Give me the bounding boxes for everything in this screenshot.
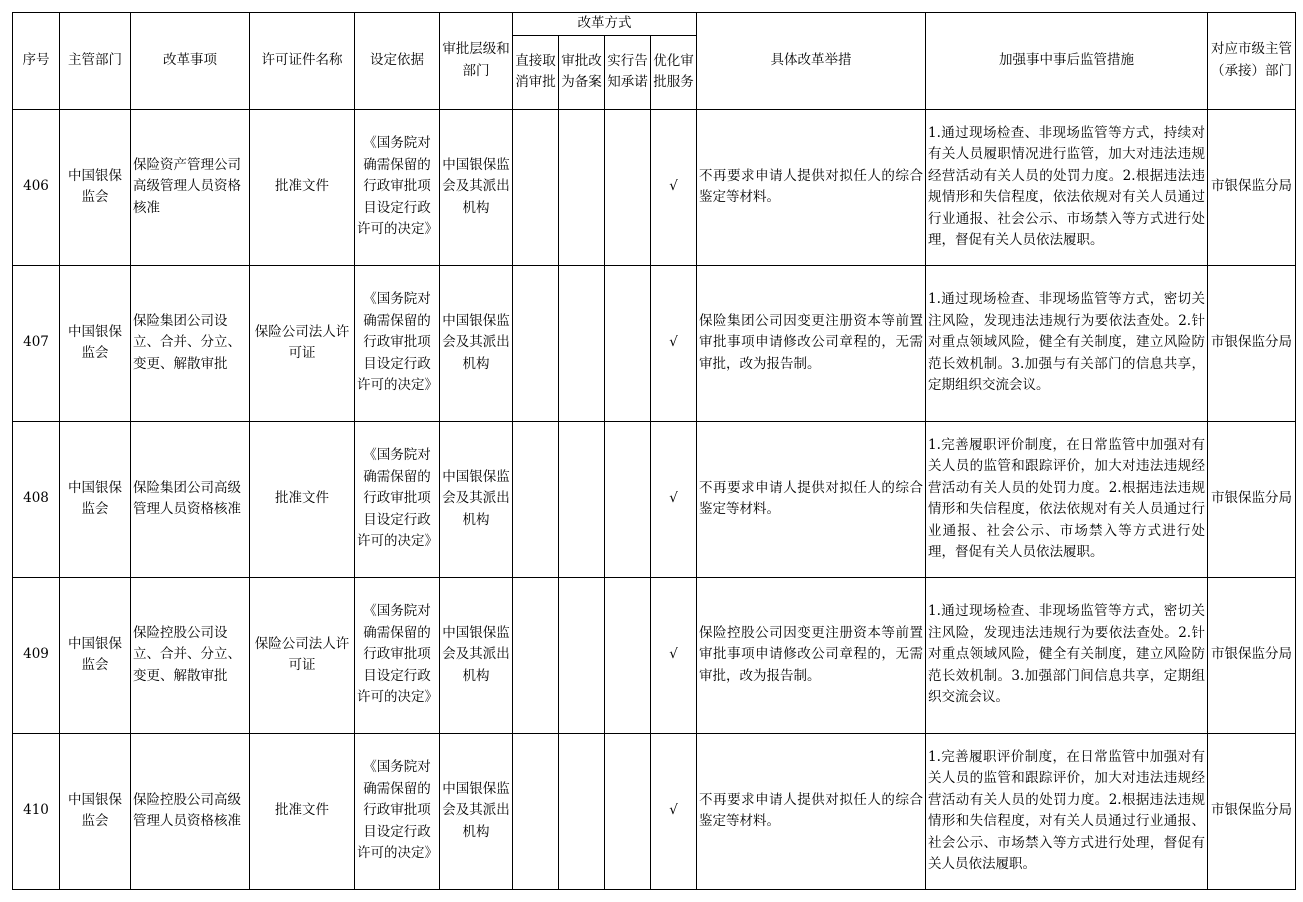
license-cell: 保险公司法人许可证 bbox=[250, 577, 355, 733]
header-license: 许可证件名称 bbox=[250, 13, 355, 110]
header-item: 改革事项 bbox=[131, 13, 250, 110]
method-optimize-cell: √ bbox=[651, 109, 697, 265]
method-optimize-cell: √ bbox=[651, 421, 697, 577]
item-cell: 保险控股公司设立、合并、分立、变更、解散审批 bbox=[131, 577, 250, 733]
city-dept-cell: 市银保监分局 bbox=[1208, 577, 1296, 733]
supervision-cell: 1.完善履职评价制度，在日常监管中加强对有关人员的监管和跟踪评价，加大对违法违规经营活动有关人员的处罚力度。2.根据违法违规情形和失信程度，依法依规对有关人员通过行业通报、社会公示、市场禁入等方式进行处理，督促有关人员依法履职。 bbox=[926, 421, 1208, 577]
item-cell: 保险控股公司高级管理人员资格核准 bbox=[131, 733, 250, 889]
level-cell: 中国银保监会及其派出机构 bbox=[440, 577, 513, 733]
supervision-cell: 1.通过现场检查、非现场监管等方式，密切关注风险，发现违法违规行为要依法查处。2.针对重点领域风险，健全有关制度，建立风险防范长效机制。3.加强与有关部门的信息共享，定期组织交流会议。 bbox=[926, 265, 1208, 421]
city-dept-cell: 市银保监分局 bbox=[1208, 265, 1296, 421]
header-dept: 主管部门 bbox=[60, 13, 131, 110]
header-method-notify: 实行告知承诺 bbox=[605, 35, 651, 109]
city-dept-cell: 市银保监分局 bbox=[1208, 421, 1296, 577]
header-city-dept: 对应市级主管（承接）部门 bbox=[1208, 13, 1296, 110]
method-notify-cell bbox=[605, 109, 651, 265]
method-record-cell bbox=[559, 577, 605, 733]
license-cell: 批准文件 bbox=[250, 421, 355, 577]
table-row bbox=[13, 109, 1296, 265]
seq-cell: 407 bbox=[13, 265, 60, 421]
measures-cell: 保险集团公司因变更注册资本等前置审批事项申请修改公司章程的，无需审批，改为报告制。 bbox=[697, 265, 926, 421]
method-cancel-cell bbox=[513, 109, 559, 265]
dept-cell: 中国银保监会 bbox=[60, 421, 131, 577]
method-notify-cell bbox=[605, 733, 651, 889]
seq-cell: 409 bbox=[13, 577, 60, 733]
dept-cell: 中国银保监会 bbox=[60, 265, 131, 421]
method-cancel-cell bbox=[513, 577, 559, 733]
license-cell: 保险公司法人许可证 bbox=[250, 265, 355, 421]
item-cell: 保险集团公司高级管理人员资格核准 bbox=[131, 421, 250, 577]
method-cancel-cell bbox=[513, 421, 559, 577]
header-basis: 设定依据 bbox=[355, 13, 440, 110]
basis-cell: 《国务院对确需保留的行政审批项目设定行政许可的决定》 bbox=[355, 421, 440, 577]
seq-cell: 408 bbox=[13, 421, 60, 577]
table-row bbox=[13, 265, 1296, 421]
basis-cell: 《国务院对确需保留的行政审批项目设定行政许可的决定》 bbox=[355, 577, 440, 733]
level-cell: 中国银保监会及其派出机构 bbox=[440, 109, 513, 265]
level-cell: 中国银保监会及其派出机构 bbox=[440, 265, 513, 421]
level-cell: 中国银保监会及其派出机构 bbox=[440, 421, 513, 577]
item-cell: 保险集团公司设立、合并、分立、变更、解散审批 bbox=[131, 265, 250, 421]
header-measures: 具体改革举措 bbox=[697, 13, 926, 110]
supervision-cell: 1.完善履职评价制度，在日常监管中加强对有关人员的监管和跟踪评价，加大对违法违规经营活动有关人员的处罚力度。2.根据违法违规情形和失信程度，对有关人员通过行业通报、社会公示、市场禁入等方式进行处理，督促有关人员依法履职。 bbox=[926, 733, 1208, 889]
dept-cell: 中国银保监会 bbox=[60, 733, 131, 889]
seq-cell: 410 bbox=[13, 733, 60, 889]
table-row bbox=[13, 733, 1296, 889]
method-record-cell bbox=[559, 109, 605, 265]
method-record-cell bbox=[559, 421, 605, 577]
method-record-cell bbox=[559, 265, 605, 421]
method-notify-cell bbox=[605, 421, 651, 577]
basis-cell: 《国务院对确需保留的行政审批项目设定行政许可的决定》 bbox=[355, 733, 440, 889]
city-dept-cell: 市银保监分局 bbox=[1208, 733, 1296, 889]
method-notify-cell bbox=[605, 577, 651, 733]
dept-cell: 中国银保监会 bbox=[60, 577, 131, 733]
license-cell: 批准文件 bbox=[250, 733, 355, 889]
method-cancel-cell bbox=[513, 733, 559, 889]
method-optimize-cell: √ bbox=[651, 265, 697, 421]
header-method-group: 改革方式 bbox=[513, 13, 697, 36]
method-optimize-cell: √ bbox=[651, 577, 697, 733]
license-cell: 批准文件 bbox=[250, 109, 355, 265]
city-dept-cell: 市银保监分局 bbox=[1208, 109, 1296, 265]
method-optimize-cell: √ bbox=[651, 733, 697, 889]
reform-table bbox=[12, 12, 1296, 890]
header-seq: 序号 bbox=[13, 13, 60, 110]
supervision-cell: 1.通过现场检查、非现场监管等方式，持续对有关人员履职情况进行监管，加大对违法违规经营活动有关人员的处罚力度。2.根据违法违规情形和失信程度，依法依规对有关人员通过行业通报、社会公示、市场禁入等方式进行处理，督促有关人员依法履职。 bbox=[926, 109, 1208, 265]
table-row bbox=[13, 421, 1296, 577]
table-body bbox=[13, 109, 1296, 889]
supervision-cell: 1.通过现场检查、非现场监管等方式，密切关注风险，发现违法违规行为要依法查处。2.针对重点领域风险，健全有关制度，建立风险防范长效机制。3.加强部门间信息共享，定期组织交流会议。 bbox=[926, 577, 1208, 733]
basis-cell: 《国务院对确需保留的行政审批项目设定行政许可的决定》 bbox=[355, 109, 440, 265]
measures-cell: 不再要求申请人提供对拟任人的综合鉴定等材料。 bbox=[697, 109, 926, 265]
dept-cell: 中国银保监会 bbox=[60, 109, 131, 265]
seq-cell: 406 bbox=[13, 109, 60, 265]
header-method-optimize: 优化审批服务 bbox=[651, 35, 697, 109]
method-record-cell bbox=[559, 733, 605, 889]
header-supervision: 加强事中事后监管措施 bbox=[926, 13, 1208, 110]
header-row-1 bbox=[13, 13, 1296, 36]
measures-cell: 不再要求申请人提供对拟任人的综合鉴定等材料。 bbox=[697, 421, 926, 577]
header-level: 审批层级和部门 bbox=[440, 13, 513, 110]
basis-cell: 《国务院对确需保留的行政审批项目设定行政许可的决定》 bbox=[355, 265, 440, 421]
level-cell: 中国银保监会及其派出机构 bbox=[440, 733, 513, 889]
header-method-record: 审批改为备案 bbox=[559, 35, 605, 109]
header-method-cancel: 直接取消审批 bbox=[513, 35, 559, 109]
measures-cell: 不再要求申请人提供对拟任人的综合鉴定等材料。 bbox=[697, 733, 926, 889]
item-cell: 保险资产管理公司高级管理人员资格核准 bbox=[131, 109, 250, 265]
table-row bbox=[13, 577, 1296, 733]
method-cancel-cell bbox=[513, 265, 559, 421]
method-notify-cell bbox=[605, 265, 651, 421]
measures-cell: 保险控股公司因变更注册资本等前置审批事项申请修改公司章程的，无需审批，改为报告制。 bbox=[697, 577, 926, 733]
